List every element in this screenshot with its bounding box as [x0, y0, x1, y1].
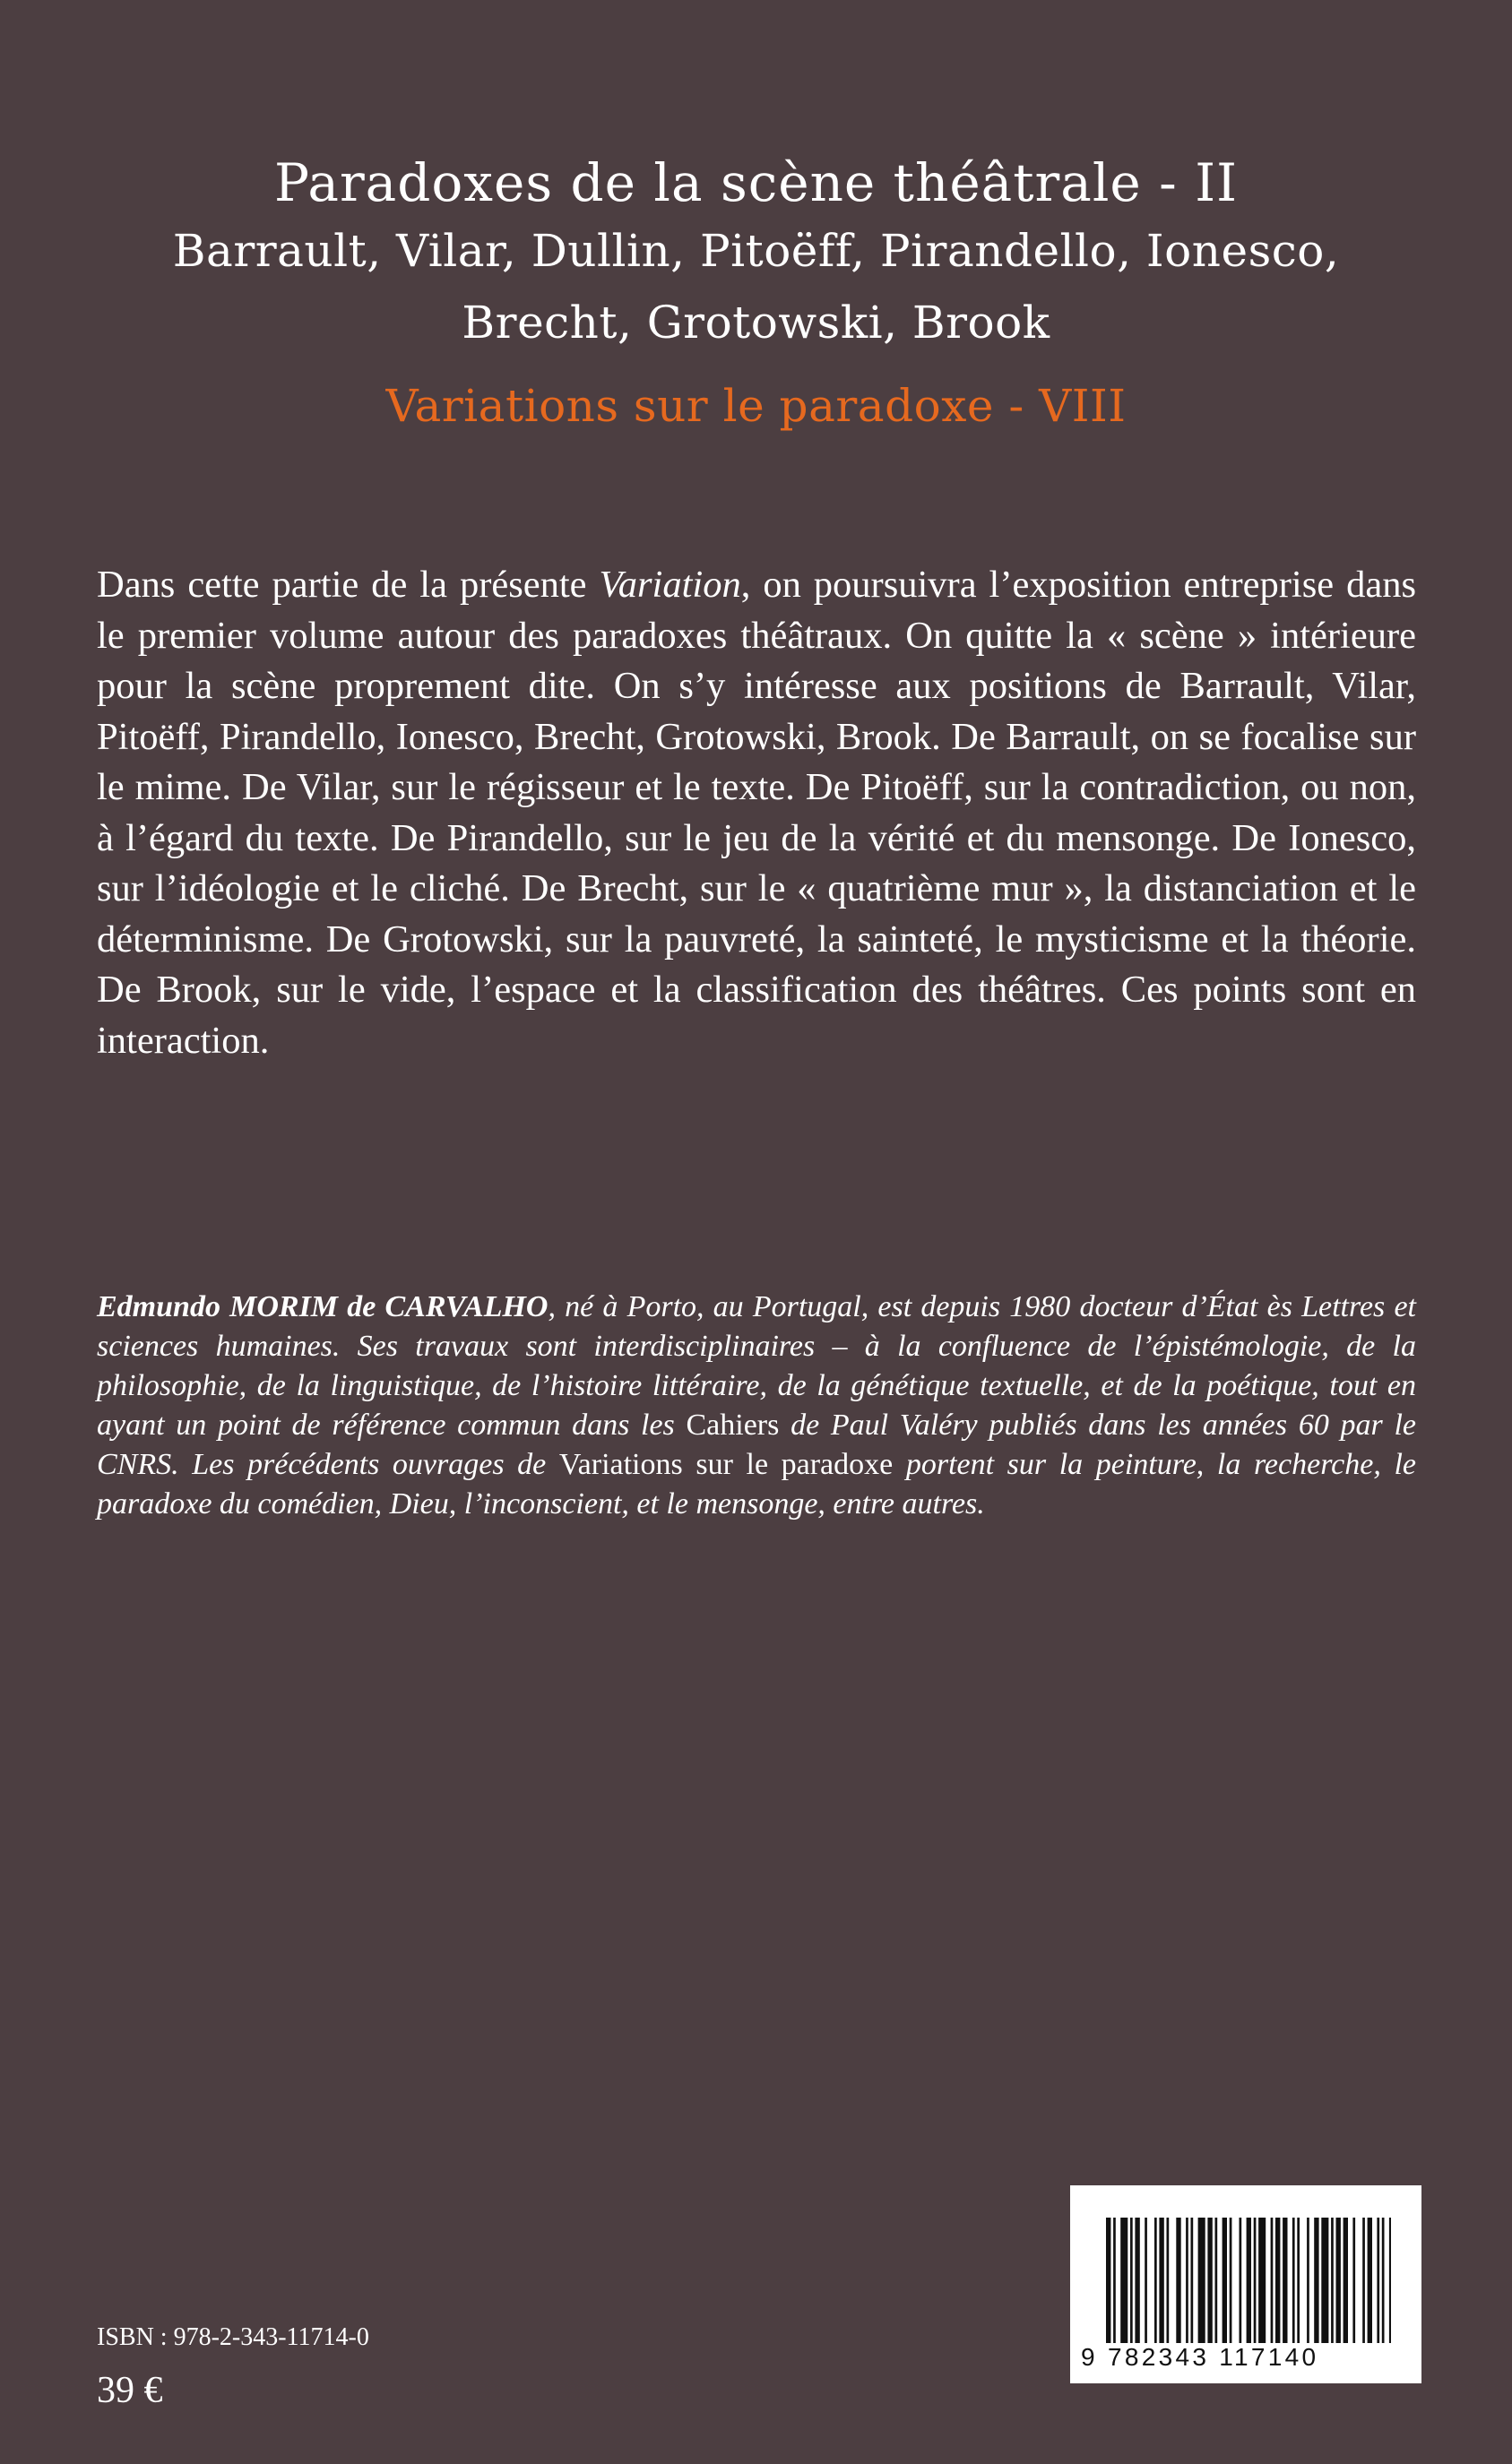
barcode-bar — [1154, 2218, 1157, 2343]
barcode-bar — [1362, 2218, 1365, 2343]
barcode-bar — [1130, 2218, 1133, 2343]
barcode-bar — [1198, 2218, 1205, 2343]
blurb-paragraph — [97, 560, 1416, 1066]
barcode-bar — [1368, 2218, 1372, 2343]
blurb-text-2: , on poursuivra l’exposition entreprise dans le premier volume autour des paradoxes théâtraux. On quitte la « scène » intérieure pour la scène proprement dite. On s’y intéresse aux positions de Barrault, Vilar, Pitoëff, Pirandello, Ionesco, Brecht, Grotowski, Brook. De Barrault, on se focalise sur le mime. De Vilar, sur le régisseur et le texte. De Pitoëff, sur la contradiction, ou non, à l’égard du texte. De Pirandello, sur le jeu de la vérité et du mensonge. De Ionesco, sur l’idéologie et le cliché. De Brecht, sur le « quatrième mur », la distanciation et le déterminisme. De Grotowski, sur la pauvreté, la sainteté, le mysticisme et la théorie. De Brook, sur le vide, l’espace et la classification des théâtres. Ces points sont en interaction. — [97, 564, 1416, 1062]
blurb-text-1: Dans cette partie de la présente — [97, 564, 600, 606]
barcode-bar — [1247, 2218, 1251, 2343]
bio-text-1: , né à Porto, au Portugal, est depuis 1980 docteur d’État ès Lettres et sciences humaines. Ses travaux sont interdisciplinaires – à la confluence de l’épistémologie, de la philosophie, de la linguistique, de l’histoire littéraire, de la génétique textuelle, et de la poétique, tout en ayant un point de référence commun dans les — [97, 1290, 1416, 1442]
barcode-bar — [1106, 2218, 1110, 2343]
barcode-bar — [1344, 2218, 1348, 2343]
barcode-bar — [1215, 2218, 1218, 2343]
barcode-bar — [1167, 2218, 1170, 2343]
barcode-bar — [1258, 2218, 1266, 2343]
barcode-bar — [1389, 2218, 1391, 2343]
barcode-bar — [1240, 2218, 1242, 2343]
barcode-bar — [1113, 2218, 1116, 2343]
subtitle-line-2: Brecht, Grotowski, Brook — [462, 297, 1050, 349]
barcode-bar — [1159, 2218, 1163, 2343]
subtitle-line-1: Barrault, Vilar, Dullin, Pitoëff, Pirandello, Ionesco, — [172, 225, 1340, 277]
barcode-bar — [1297, 2218, 1300, 2343]
barcode-bar — [1254, 2218, 1257, 2343]
barcode-bar — [1336, 2218, 1341, 2343]
author-bio — [97, 1288, 1416, 1524]
barcode-bar — [1292, 2218, 1295, 2343]
barcode-bar — [1321, 2218, 1328, 2343]
barcode-bar — [1120, 2218, 1128, 2343]
barcode-bar — [1275, 2218, 1280, 2343]
book-title: Paradoxes de la scène théâtrale - II — [273, 152, 1239, 213]
barcode-bar — [1331, 2218, 1334, 2343]
barcode-bar — [1307, 2218, 1309, 2343]
barcode-bar — [1176, 2218, 1180, 2343]
author-name: Edmundo MORIM de CARVALHO — [97, 1290, 549, 1323]
price-label: 39 € — [97, 2370, 163, 2411]
barcode-bar — [1283, 2218, 1287, 2343]
barcode-bar — [1382, 2218, 1385, 2343]
barcode-bar — [1135, 2218, 1139, 2343]
barcode-bar — [1223, 2218, 1227, 2343]
barcode-bar — [1377, 2218, 1379, 2343]
bio-upright-1: Cahiers — [686, 1409, 780, 1442]
bio-upright-2: Variations sur le paradoxe — [558, 1448, 894, 1481]
blurb-emphasis: Variation — [599, 564, 741, 606]
barcode-bars — [1106, 2218, 1391, 2343]
barcode-bar — [1230, 2218, 1232, 2343]
barcode-box — [1070, 2185, 1421, 2383]
barcode-bar — [1145, 2218, 1147, 2343]
title-block — [0, 151, 1512, 437]
series-title: Variations sur le paradoxe - VIII — [385, 380, 1127, 432]
barcode-bar — [1186, 2218, 1188, 2343]
barcode-bar — [1207, 2218, 1212, 2343]
barcode-bar — [1271, 2218, 1274, 2343]
bio-text-3: portent sur la peinture, la recherche, le paradoxe du comédien, Dieu, l’inconscient, et le mensonge, entre autres. — [97, 1448, 1416, 1521]
barcode-bar — [1191, 2218, 1194, 2343]
barcode-bar — [1314, 2218, 1318, 2343]
barcode-number: 9 782343 117140 — [1081, 2343, 1319, 2371]
barcode-bar — [1352, 2218, 1355, 2343]
bio-text-2: de Paul Valéry publiés dans les années 60 par le CNRS. Les précédents ouvrages de — [97, 1409, 1417, 1481]
isbn-label: ISBN : 978-2-343-11714-0 — [97, 2323, 369, 2351]
